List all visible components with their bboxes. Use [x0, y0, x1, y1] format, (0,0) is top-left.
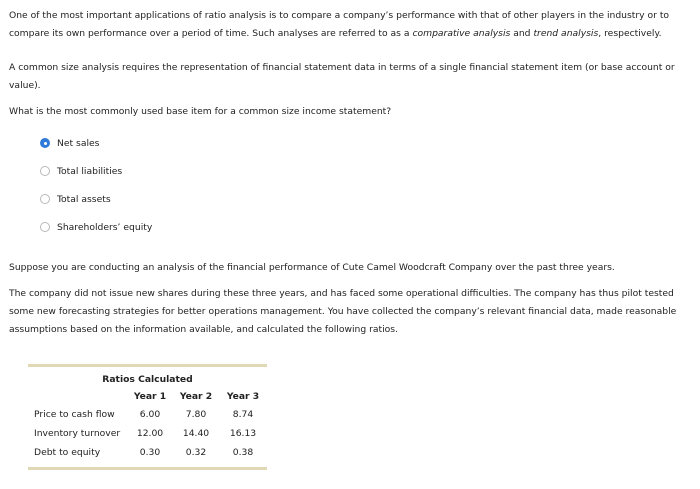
table-cell: 12.00: [136, 428, 164, 439]
radio-selected-icon[interactable]: [40, 138, 50, 148]
option-total-assets[interactable]: [40, 192, 111, 206]
company-paragraph: The company did not issue new shares during these three years, and has faced some operational difficulties. The company has thus pilot tested some new forecasting strategies for better operations management. You have collected the company’s relevant financial data, made reasonable assumptions based on the information available, and calculated the following ratios.: [9, 288, 677, 335]
term-comparative-analysis: comparative analysis: [412, 28, 511, 39]
option-label: Net sales: [57, 137, 100, 149]
question-text: What is the most commonly used base item for a common size income statement?: [9, 106, 392, 117]
intro-paragraph: [9, 7, 693, 43]
term-trend-analysis: trend analysis: [533, 28, 599, 39]
option-label: Total liabilities: [57, 165, 123, 177]
table-cell: 8.74: [232, 409, 254, 420]
table-cell: 14.40: [182, 428, 210, 439]
table-cell: 0.30: [139, 447, 161, 458]
col-header-year-2: Year 2: [179, 391, 213, 402]
option-shareholders-equity[interactable]: [40, 220, 152, 234]
table-cell: 0.32: [185, 447, 207, 458]
table-cell: 0.38: [232, 447, 254, 458]
radio-unselected-icon[interactable]: [40, 194, 50, 204]
table-title: Ratios Calculated: [102, 374, 193, 385]
table-top-rule: [28, 364, 267, 367]
option-total-liabilities[interactable]: [40, 164, 122, 178]
scenario-paragraph: Suppose you are conducting an analysis of the financial performance of Cute Camel Woodcraft Company over the past three years.: [9, 262, 615, 273]
option-net-sales[interactable]: [40, 136, 99, 150]
option-label: Shareholders’ equity: [57, 221, 153, 233]
option-label: Total assets: [57, 193, 111, 205]
ratios-table: [28, 364, 267, 367]
intro-text-end: , respectively.: [598, 28, 662, 39]
table-bottom-rule: [28, 467, 267, 470]
intro-text-and: and: [510, 28, 534, 39]
col-header-year-1: Year 1: [133, 391, 167, 402]
row-label-debt-to-equity: Debt to equity: [34, 447, 101, 458]
intro-text: One of the most important applications of ratio analysis is to compare a company’s performance with that of other players in the industry or to compare its own performance over a period of time. Such analyses are referred to as a: [9, 10, 670, 39]
row-label-price-to-cash-flow: Price to cash flow: [34, 409, 115, 420]
radio-unselected-icon[interactable]: [40, 166, 50, 176]
col-header-year-3: Year 3: [226, 391, 260, 402]
radio-unselected-icon[interactable]: [40, 222, 50, 232]
common-size-paragraph: A common size analysis requires the representation of financial statement data in terms of a single financial statement item (or base account or value).: [9, 62, 675, 91]
table-cell: 16.13: [229, 428, 257, 439]
table-cell: 7.80: [185, 409, 207, 420]
table-cell: 6.00: [139, 409, 161, 420]
row-label-inventory-turnover: Inventory turnover: [34, 428, 121, 439]
